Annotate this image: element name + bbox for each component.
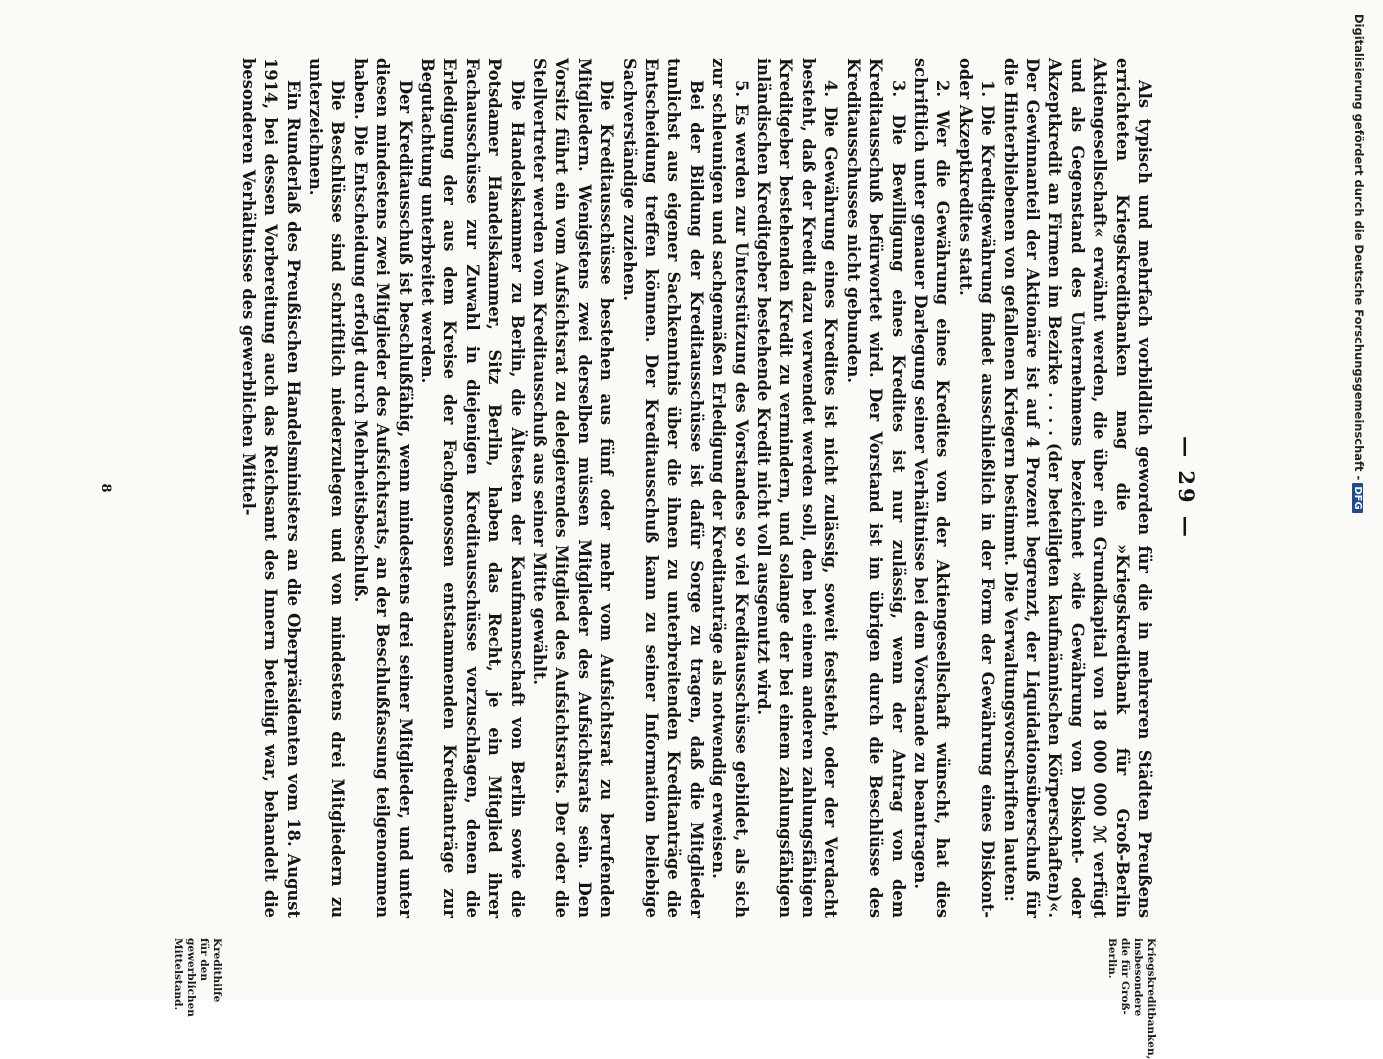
paragraph: Die Handelskammer zu Berlin, die Ältesten der Kaufmannschaft von Berlin sowie die Potsdamer Handelskammer, Sitz Berlin, haben das Recht, je ein Mitglied ihrer Fachausschüsse zur Zuwahl in diejenigen Kreditausschüsse vorzuschlagen, denen die Erledigung der aus dem Kreise der Fachgenossen entstammenden Kreditanträge zur Begutachtung unterbreitet werden. [418, 58, 527, 918]
paragraph: Die Beschlüsse sind schriftlich niederzulegen und von mindestens drei Mitgliedern zu unterzeichnen. [305, 58, 348, 918]
signature-mark: 8 [98, 483, 113, 493]
paragraph: Ein Runderlaß des Preußischen Handelsministers an die Oberpräsidenten vom 18. August 1914, bei dessen Vorbereitung auch das Reichsamt des Innern beteiligt war, behandelt die besonderen Verhältnisse des gewerblichen Mittel- [238, 58, 303, 918]
paragraph: 2. Wer die Gewährung eines Kredites von der Aktiengesellschaft wünscht, hat dies schriftlich unter genauer Darlegung seiner Verhältnisse bei dem Vorstande zu beantragen. [910, 58, 953, 918]
paragraph: 5. Es werden zur Unterstützung des Vorstandes so viel Kreditausschüsse gebildet, als sich zur schleunigen und sachgemäßen Erledigung der Kreditanträge als notwendig erweisen. [709, 58, 751, 918]
dfg-logo: DFG [1352, 483, 1363, 512]
rotated-page [85, 58, 1235, 1059]
page-number: — 29 — [1174, 436, 1199, 540]
credit-text: Digitalisierung gefördert durch die Deutsche Forschungsgemeinschaft - [1352, 14, 1366, 481]
digitization-credit [1350, 14, 1366, 974]
body-text [236, 58, 1155, 918]
paragraph: Als typisch und mehrfach vorbildlich geworden für die in mehreren Städten Preußens errichteten Kriegskreditbanken mag die »Kriegskreditbank für Groß-Berlin Aktiengesellschaft« erwähnt werden, die über ein Grundkapital von 18 000 000 ℳ verfügt und als Gegenstand des Unternehmens bezeichnet »die Gewährung von Diskont- oder Akzeptkredit an Firmen im Bezirke . . . . (der beteiligten kaufmännischen Körperschaften)«. Der Gewinnanteil der Aktionäre ist auf 4 Prozent begrenzt, der Liquidationsüberschuß für die Hinterbliebenen von gefallenen Kriegern bestimmt. Die Verwaltungsvorschriften lauten: [1000, 58, 1154, 918]
paragraph: 1. Die Kreditgewährung findet ausschließlich in der Form der Gewährung eines Diskont- oder Akzeptkredites statt. [955, 58, 998, 918]
paragraph: Bei der Bildung der Kreditausschüsse ist dafür Sorge zu tragen, daß die Mitglieder tunlichst aus eigener Sachkenntnis über die ihnen zu unterbreitenden Kreditanträge die Entscheidung treffen können. Der Kreditausschuß kann zu seiner Information beliebige Sachverständige zuziehen. [619, 58, 706, 918]
sidenote-mittelstand: Kredithilfe für den gewerblichen Mittelstand. [172, 938, 223, 1017]
paragraph: 4. Die Gewährung eines Kredites ist nicht zulässig, soweit feststeht, oder der Verdacht besteht, daß der Kredit dazu verwendet werden soll, den bei einem anderen zahlungsfähigen Kreditgeber bestehenden Kredit zu vermindern, und solange der bei einem zahlungsfähigen inländischen Kreditgeber bestehende Kredit nicht voll ausgenutzt wird. [754, 58, 841, 918]
paragraph: Die Kreditausschüsse bestehen aus fünf oder mehr vom Aufsichtsrat zu berufenden Mitgliedern. Wenigstens zwei derselben müssen Mitglieder des Aufsichtsrats sein. Den Vorsitz führt ein vom Aufsichtsrat zu delegierendes Mitglied des Aufsichtsrats. Der oder die Stellvertreter werden vom Kreditausschuß aus seiner Mitte gewählt. [530, 58, 617, 918]
paragraph: 3. Die Bewilligung eines Kredites ist nur zulässig, wenn der Antrag von dem Kreditausschuß befürwortet wird. Der Vorstand ist im übrigen durch die Beschlüsse des Kreditausschusses nicht gebunden. [843, 58, 908, 918]
paragraph: Der Kreditausschuß ist beschlußfähig, wenn mindestens drei seiner Mitglieder, und unter diesen mindestens zwei Mitglieder des Aufsichtsrats, an der Beschlußfassung teilgenommen haben. Die Entscheidung erfolgt durch Mehrheitsbeschluß. [350, 58, 415, 918]
sidenote-kriegskreditbanken: Kriegskreditbanken, insbesondere die für Groß-Berlin. [1106, 938, 1157, 1059]
